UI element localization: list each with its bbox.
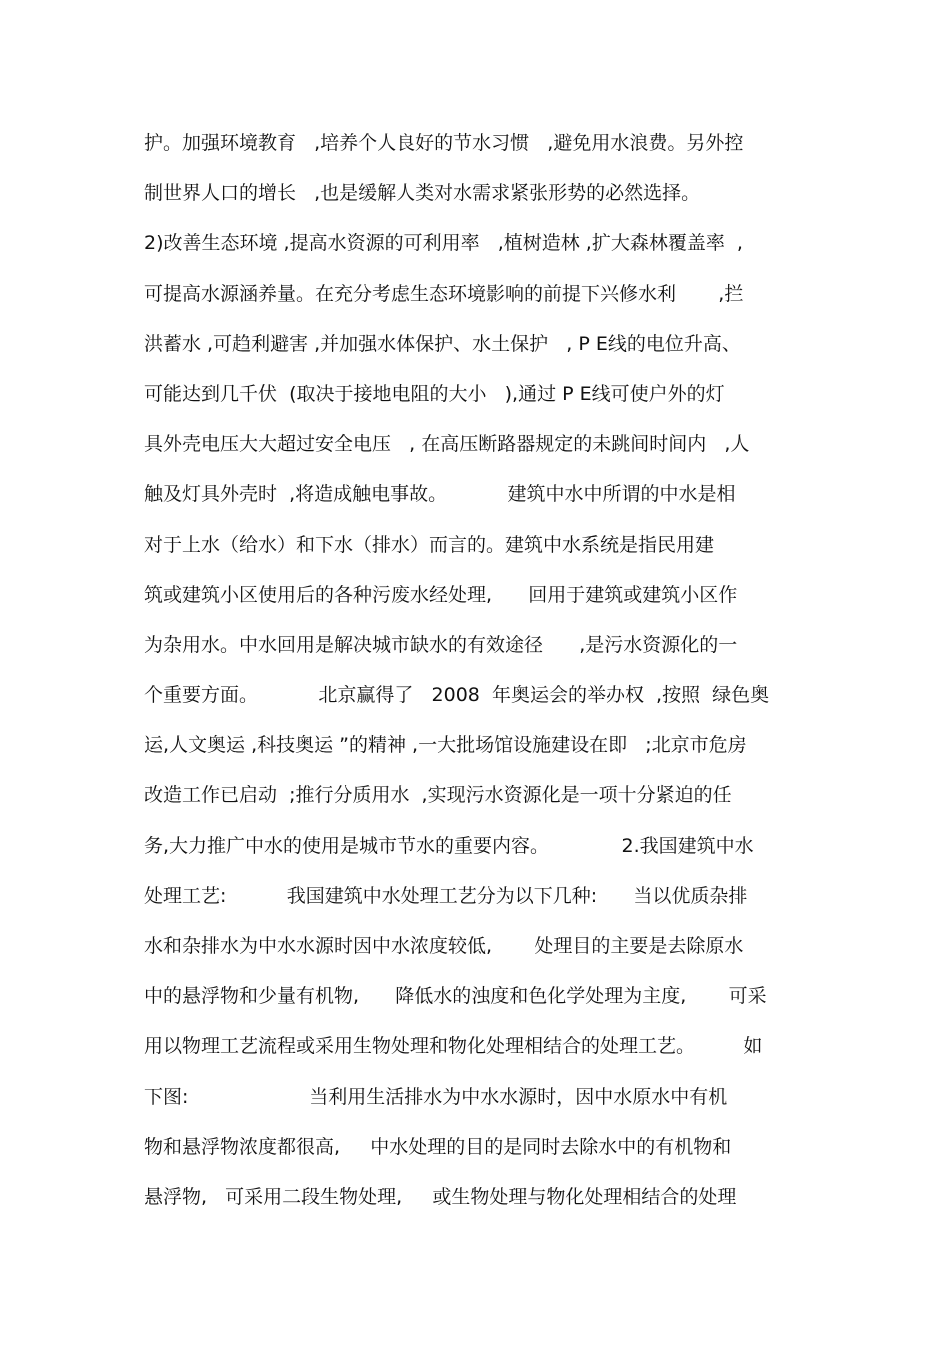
text-line: 改造工作已启动 ;推行分质用水 ,实现污水资源化是一项十分紧迫的任 bbox=[144, 784, 732, 807]
text-line: 水和杂排水为中水水源时因中水浓度较低, 处理目的主要是去除原水 bbox=[144, 935, 744, 957]
text-line: 为杂用水。中水回用是解决城市缺水的有效途径 ,是污水资源化的一 bbox=[144, 633, 738, 656]
body-text bbox=[144, 118, 824, 1222]
text-line: 触及灯具外壳时 ,将造成触电事故。 建筑中水中所谓的中水是相 bbox=[144, 483, 736, 506]
text-line: 制世界人口的增长 ,也是缓解人类对水需求紧张形势的必然选择。 bbox=[144, 182, 701, 205]
text-line: 筑或建筑小区使用后的各种污废水经处理, 回用于建筑或建筑小区作 bbox=[144, 583, 738, 606]
text-line: 运,人文奥运 ,科技奥运 ”的精神 ,一大批场馆设施建设在即 ;北京市危房 bbox=[144, 734, 747, 757]
text-line: 具外壳电压大大超过安全电压 , 在高压断路器规定的未跳间时间内 ,人 bbox=[144, 433, 750, 456]
text-line: 对于上水（给水）和下水（排水）而言的。建筑中水系统是指民用建 bbox=[144, 533, 715, 556]
text-line: 中的悬浮物和少量有机物, 降低水的浊度和色化学处理为主度, 可采 bbox=[144, 985, 767, 1008]
text-line: 下图: 当利用生活排水为中水水源时，因中水原水中有机 bbox=[144, 1085, 728, 1108]
text-line: 可能达到几千伏 (取决于接地电阻的大小 ),通过 P E线可使户外的灯 bbox=[144, 382, 725, 405]
text-line: 洪蓄水 ,可趋利避害 ,并加强水体保护、水土保护 , P E线的电位升高、 bbox=[144, 332, 741, 355]
text-line: 物和悬浮物浓度都很高, 中水处理的目的是同时去除水中的有机物和 bbox=[144, 1135, 732, 1158]
text-line: 护。加强环境教育 ,培养个人良好的节水习惯 ,避免用水浪费。另外控 bbox=[144, 132, 744, 154]
text-line: 处理工艺: 我国建筑中水处理工艺分为以下几种: 当以优质杂排 bbox=[144, 884, 748, 907]
text-line: 悬浮物, 可采用二段生物处理, 或生物处理与物化处理相结合的处理 bbox=[144, 1185, 737, 1208]
text-line: 可提高水源涵养量。在充分考虑生态环境影响的前提下兴修水利 ,拦 bbox=[144, 282, 744, 305]
text-line: 务,大力推广中水的使用是城市节水的重要内容。 2.我国建筑中水 bbox=[144, 834, 754, 857]
text-line: 2)改善生态环境 ,提高水资源的可利用率 ,植树造林 ,扩大森林覆盖率 , bbox=[144, 232, 743, 255]
text-line: 用以物理工艺流程或采用生物处理和物化处理相结合的处理工艺。 如 bbox=[144, 1035, 763, 1058]
text-line: 个重要方面。 北京赢得了 2008 年奥运会的举办权 ,按照 绿色奥 bbox=[144, 684, 770, 707]
